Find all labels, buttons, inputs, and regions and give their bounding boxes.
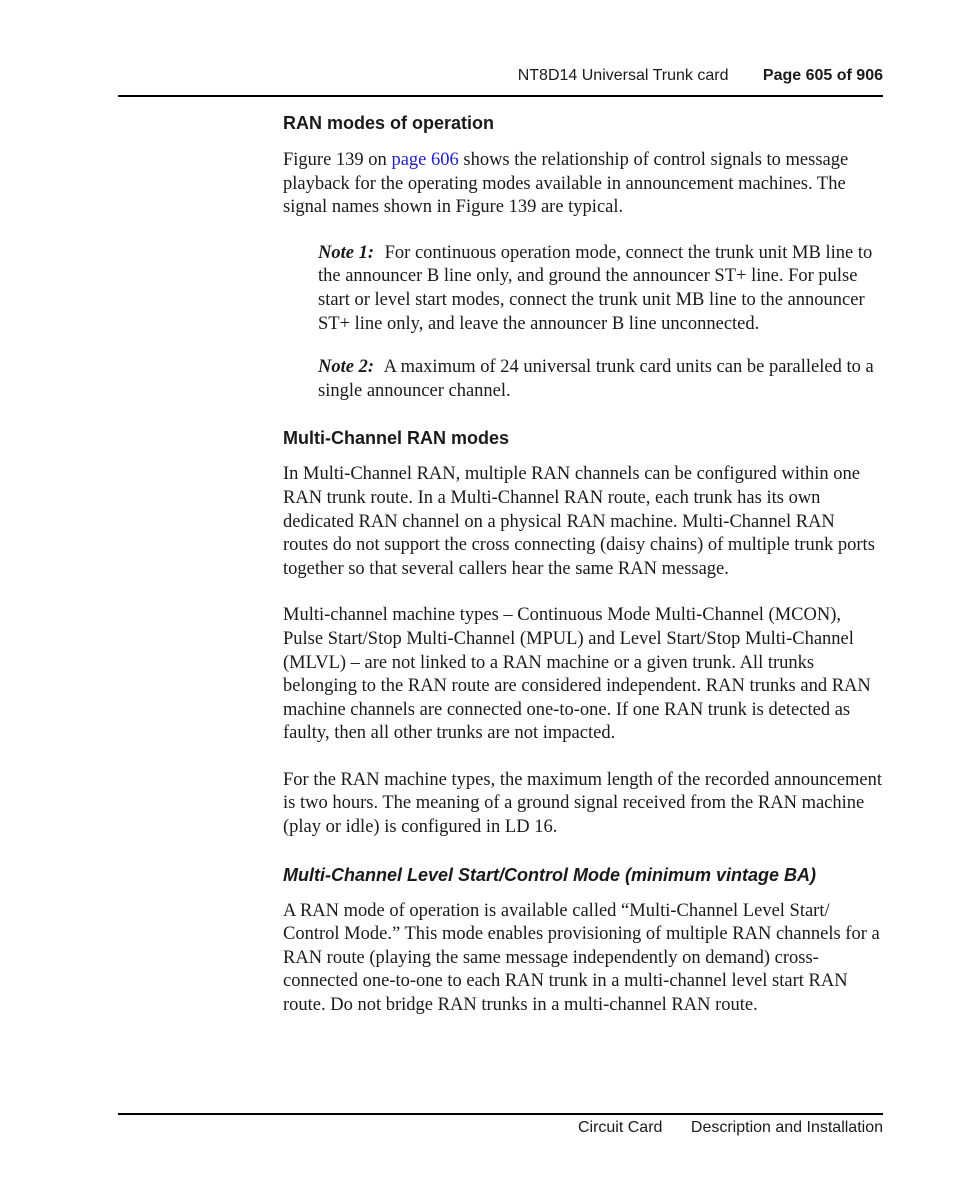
heading-ran-modes: RAN modes of operation bbox=[283, 113, 495, 133]
multi-channel-paragraph-1: In Multi-Channel RAN, multiple RAN channels can be configured within one RAN trunk route. In a Multi-Channel RAN route, each trunk has its own dedicated RAN channel on a physical RAN machine. Multi-Channel RAN routes do not support the cross connecting (daisy chains) of multiple trunk ports together so that several callers hear the same RAN message. bbox=[283, 464, 875, 579]
document-title: NT8D14 Universal Trunk card bbox=[517, 67, 729, 84]
ran-modes-text-before: Figure 139 on bbox=[283, 150, 392, 170]
note-2-text: A maximum of 24 universal trunk card units can be paralleled to a single announcer channel. bbox=[318, 357, 874, 401]
page-footer bbox=[578, 1118, 883, 1138]
page-header bbox=[518, 66, 883, 86]
footer-left: Circuit Card bbox=[577, 1119, 663, 1136]
footer-right: Description and Installation bbox=[690, 1119, 883, 1136]
note-2 bbox=[318, 356, 883, 403]
page-606-link[interactable]: page 606 bbox=[391, 150, 459, 170]
note-1-label: Note 1: bbox=[318, 242, 374, 263]
note-1 bbox=[318, 242, 883, 336]
ran-modes-text-after: shows the relationship of control signals to message playback for the operating modes available in announcement machines. The signal names shown in Figure 139 are typical. bbox=[283, 150, 849, 218]
heading-multi-channel: Multi-Channel RAN modes bbox=[283, 428, 510, 449]
note-1-text: For continuous operation mode, connect the trunk unit MB line to the announcer B line only, and ground the announcer ST+ line. For pulse start or level start modes, connect the trunk unit MB line to the announcer ST+ line only, and leave the announcer B line unconnected. bbox=[318, 242, 873, 334]
page-number: Page 605 of 906 bbox=[762, 67, 883, 84]
note-2-label: Note 2: bbox=[318, 357, 374, 378]
ran-modes-paragraph bbox=[283, 149, 883, 220]
header-rule bbox=[118, 95, 883, 97]
footer-rule bbox=[118, 1113, 883, 1115]
page-body bbox=[283, 112, 883, 1018]
multi-channel-paragraph-3: For the RAN machine types, the maximum length of the recorded announcement is two hours. The meaning of a ground signal received from the RAN machine (play or idle) is configured in LD 16. bbox=[283, 769, 883, 838]
multi-channel-paragraph-2: Multi-channel machine types – Continuous Mode Multi-Channel (MCON), Pulse Start/Stop Multi-Channel (MPUL) and Level Start/Stop Multi-Channel (MLVL) – are not linked to a RAN machine or a given trunk. All trunks belonging to the RAN route are considered independent. RAN trunks and RAN machine channels are connected one-to-one. If one RAN trunk is detected as faulty, then all other trunks are not impacted. bbox=[283, 605, 871, 744]
level-start-paragraph: A RAN mode of operation is available called “Multi-Channel Level Start/ Control Mode.” This mode enables provisioning of multiple RAN channels for a RAN route (playing the same message independently on demand) cross-connected one-to-one to each RAN trunk in a multi-channel level start RAN route. Do not bridge RAN trunks in a multi-channel RAN route. bbox=[283, 900, 880, 1016]
heading-level-start: Multi-Channel Level Start/Control Mode (minimum vintage BA) bbox=[283, 864, 817, 885]
